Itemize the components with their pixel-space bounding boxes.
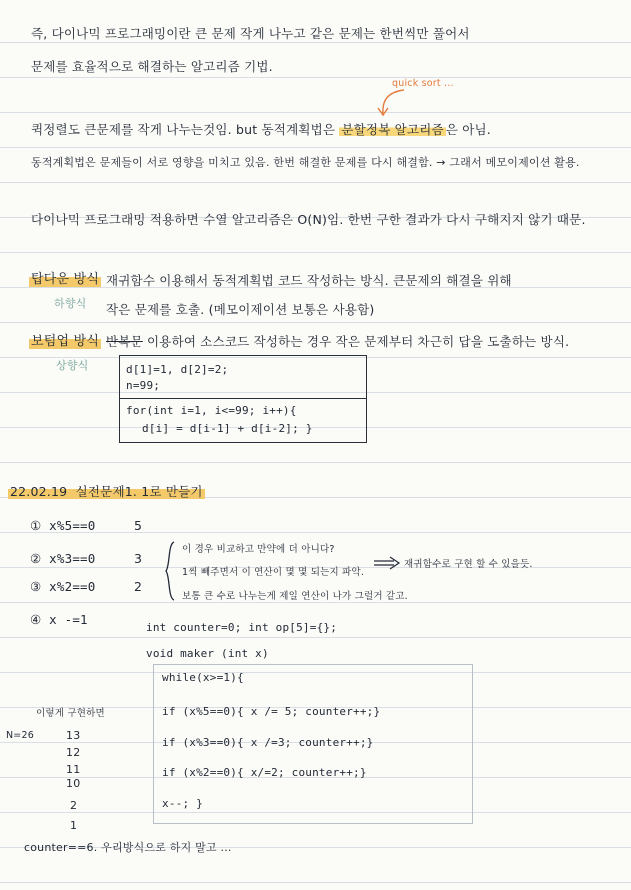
trace-header: 이렇게 구현하면	[36, 708, 105, 719]
trace-value-1: 13	[66, 729, 81, 742]
quick-sort-annotation: quick sort ...	[392, 78, 454, 89]
trace-n-label: N=26	[6, 730, 34, 741]
conclusion-line: counter==6. 우리방식으로 하지 말고 ...	[24, 841, 232, 854]
code2-decl: int counter=0; int op[5]={};	[146, 621, 338, 634]
bottomup-line-text: 이용하여 소스코드 작성하는 경우 작은 문제부터 차근히 답을 도출하는 방식.	[147, 334, 570, 349]
condition-2-num: ②	[30, 551, 42, 566]
condition-4-expr: x -=1	[49, 612, 88, 627]
code-bottom-line-2: d[i] = d[i-1] + d[i-2]; }	[142, 422, 313, 435]
brace-arrow-note: 재귀함수로 구현 할 수 있을듯.	[404, 559, 533, 570]
implies-arrow-icon	[372, 555, 402, 571]
intro-line-1: 즉, 다이나믹 프로그래밍이란 큰 문제 작게 나누고 같은 문제는 한번씩만 풀어서	[31, 26, 470, 41]
code2-if-5: if (x%5==0){ x /= 5; counter++;}	[162, 705, 381, 718]
trace-value-2: 12	[66, 746, 81, 759]
brace-note-3: 보통 큰 수로 나누는게 제일 연산이 나가 그럴거 같고.	[182, 591, 408, 602]
trace-value-3: 11	[66, 763, 81, 776]
trace-value-6: 1	[70, 819, 78, 832]
comparison-post: 은 아님.	[445, 122, 491, 137]
condition-3	[30, 579, 96, 595]
bottomup-line-1	[106, 334, 569, 350]
intro-line-2: 문제를 효율적으로 해결하는 알고리즘 기법.	[31, 59, 273, 74]
comparison-line-2: 동적계획법은 문제들이 서로 영향을 미치고 있음. 한번 해결한 문제를 다시 해결함. → 그래서 메모이제이션 활용.	[31, 156, 580, 169]
condition-2	[30, 551, 96, 567]
condition-1-num: ①	[30, 518, 42, 533]
brace-note-2: 1씩 빼주면서 이 연산이 몇 몇 되는지 파악.	[182, 567, 365, 578]
brace-note-1: 이 경우 비교하고 만약에 더 아니다?	[182, 544, 335, 555]
condition-2-expr: x%3==0	[49, 551, 96, 566]
condition-1-expr: x%5==0	[49, 518, 96, 533]
code2-if-3: if (x%3==0){ x /=3; counter++;}	[162, 736, 374, 749]
exercise-header	[8, 484, 205, 500]
bottomup-label: 보텀업 방식	[31, 334, 100, 349]
highlight-divide-conquer: 분할정복 알고리즘	[341, 122, 444, 137]
code-box-divider	[120, 398, 366, 399]
trace-value-4: 10	[66, 777, 81, 790]
condition-2-value: 3	[134, 551, 143, 566]
exercise-date: 22.02.19	[10, 484, 68, 499]
complexity-line: 다이나믹 프로그래밍 적용하면 수열 알고리즘은 O(N)임. 한번 구한 결과가 다시 구해지지 않기 때문.	[31, 212, 586, 227]
condition-1	[30, 518, 96, 534]
topdown-line-2: 작은 문제를 호출. (메모이제이션 보통은 사용함)	[106, 302, 375, 317]
condition-3-expr: x%2==0	[49, 579, 96, 594]
code-top-line-2: n=99;	[126, 379, 161, 392]
annotation-arrow-icon	[374, 86, 414, 120]
code-top-line-1: d[1]=1, d[2]=2;	[126, 363, 229, 376]
code2-decrement: x--; }	[162, 797, 203, 810]
condition-3-value: 2	[134, 579, 143, 594]
condition-4	[30, 612, 88, 628]
code-box	[119, 355, 367, 443]
condition-3-num: ③	[30, 579, 42, 594]
code-bottom-line-1: for(int i=1, i<=99; i++){	[126, 404, 297, 417]
topdown-label: 탑다운 방식	[31, 272, 100, 287]
code2-while: while(x>=1){	[162, 671, 244, 684]
condition-4-num: ④	[30, 612, 42, 627]
brace-icon	[164, 540, 178, 602]
topdown-sub: 하향식	[54, 297, 87, 310]
trace-value-5: 2	[70, 799, 78, 812]
comparison-line-1	[31, 122, 491, 138]
code2-if-2: if (x%2==0){ x/=2; counter++;}	[162, 766, 367, 779]
comparison-pre: 퀵정렬도 큰문제를 작게 나누는것임. but 동적계획법은	[31, 122, 336, 137]
bottomup-struck-word: 반복문	[106, 334, 143, 349]
topdown-line-1: 재귀함수 이용해서 동적계획법 코드 작성하는 방식. 큰문제의 해결을 위해	[106, 273, 512, 288]
code2-signature: void maker (int x)	[146, 647, 269, 660]
bottomup-sub: 상향식	[56, 359, 89, 372]
exercise-title: 실전문제1. 1로 만들기	[75, 484, 203, 499]
condition-1-value: 5	[134, 518, 143, 533]
